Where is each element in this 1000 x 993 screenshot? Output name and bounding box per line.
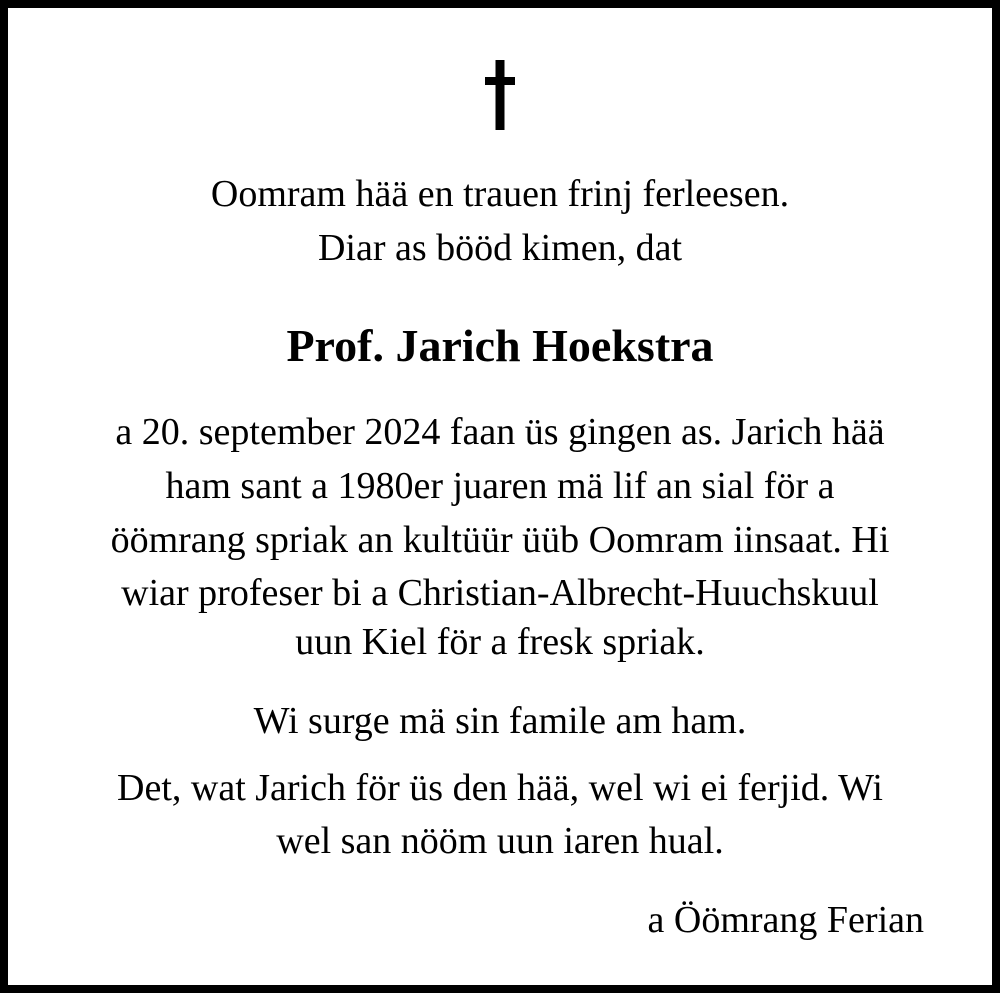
body-line-3: öömrang spriak an kultüür üüb Oomram iinsaat. Hi — [110, 519, 890, 561]
intro-line-2: Diar as bööd kimen, dat — [317, 227, 683, 269]
closing-line-1: Det, wat Jarich för üs den hää, wel wi ei ferjid. Wi — [117, 767, 883, 809]
body-line-1: a 20. september 2024 faan üs gingen as. Jarich hää — [115, 411, 885, 453]
closing-line-2: wel san nööm uun iaren hual. — [276, 820, 724, 862]
intro-line-1: Oomram hää en trauen frinj ferleesen. — [210, 173, 790, 215]
signature: a Öömrang Ferian — [647, 899, 924, 941]
body-line-4: wiar profeser bi a Christian-Albrecht-Huuchskuul — [121, 572, 879, 614]
sympathy-line: Wi surge mä sin famile am ham. — [253, 700, 747, 742]
body-line-5: uun Kiel för a fresk spriak. — [295, 621, 705, 663]
body-line-2: ham sant a 1980er juaren mä lif an sial för a — [165, 465, 835, 507]
cross-icon — [8, 60, 992, 130]
deceased-name: Prof. Jarich Hoekstra — [286, 320, 714, 371]
